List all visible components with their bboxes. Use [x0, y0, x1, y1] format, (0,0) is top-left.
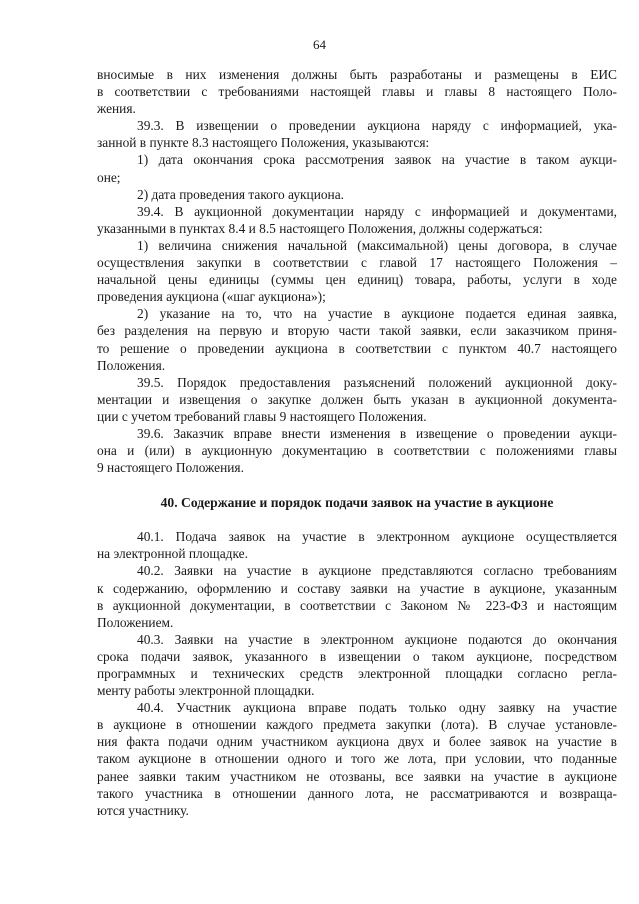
- section-39-paragraph: [97, 117, 617, 151]
- section-39-paragraph: [97, 237, 617, 305]
- text-line: на электронной площадке.: [97, 546, 248, 562]
- section-40-heading: 40. Содержание и порядок подачи заявок на участие в аукционе: [160, 495, 554, 511]
- section-39-paragraph: [97, 66, 617, 117]
- text-line: в аукционе в отношении каждого предмета закупки (лота). В случае установле-: [97, 717, 617, 733]
- text-line: ции с учетом требований главы 9 настоящего Положения.: [97, 408, 427, 424]
- text-line: ментации и извещения о закупке должен быть указан в аукционной документа-: [97, 391, 617, 407]
- text-line: начальной цены единицы (суммы цен единиц) товара, работы, услуги в ходе: [97, 272, 617, 288]
- section-40-paragraph: [97, 699, 617, 819]
- text-line: 40.3. Заявки на участие в электронном аукционе подаются до окончания: [137, 631, 617, 647]
- text-line: то решение о проведении аукциона в соответствии с пунктом 40.7 настоящего: [97, 340, 617, 356]
- text-line: Положения.: [97, 357, 166, 373]
- text-line: ются участнику.: [97, 802, 189, 818]
- section-40-body: [97, 528, 617, 819]
- document-body: [97, 66, 617, 819]
- section-39-paragraph: [97, 305, 617, 373]
- text-line: 39.6. Заказчик вправе внести изменения в извещение о проведении аукци-: [137, 425, 617, 441]
- text-line: 1) величина снижения начальной (максимальной) цены договора, в случае: [137, 237, 617, 253]
- text-line: проведения аукциона («шаг аукциона»);: [97, 289, 326, 305]
- text-line: без разделения на первую и вторую части такой заявки, если заказчиком приня-: [97, 323, 617, 339]
- text-line: такого участника в отношении данного лота, не рассматриваются и возвраща-: [97, 785, 617, 801]
- text-line: 39.5. Порядок предоставления разъяснений положений аукционной доку-: [137, 374, 617, 390]
- text-line: занной в пункте 8.3 настоящего Положения, указываются:: [97, 135, 430, 151]
- text-line: ранее заявки таким участником не отозваны, все заявки на участие в аукционе: [97, 768, 617, 784]
- text-line: срока подачи заявок, указанного в извещении о таком аукционе, посредством: [97, 648, 617, 664]
- section-40-paragraph: [97, 562, 617, 630]
- text-line: оне;: [97, 169, 121, 185]
- text-line: 40.4. Участник аукциона вправе подать только одну заявку на участие: [137, 700, 617, 716]
- text-line: Положением.: [97, 614, 174, 630]
- text-line: 2) дата проведения такого аукциона.: [137, 186, 345, 202]
- text-line: 1) дата окончания срока рассмотрения заявок на участие в таком аукци-: [137, 152, 617, 168]
- text-line: она и (или) в аукционную документацию в соответствии с положениями главы: [97, 443, 617, 459]
- section-39-continuation: [97, 66, 617, 476]
- text-line: вносимые в них изменения должны быть разработаны и размещены в ЕИС: [97, 67, 617, 82]
- text-line: жения.: [97, 101, 136, 117]
- text-line: программных и технических средств электронной площадки согласно регла-: [97, 666, 617, 681]
- text-line: 2) указание на то, что на участие в аукционе подается единая заявка,: [137, 306, 617, 322]
- section-39-paragraph: [97, 151, 617, 185]
- text-line: ния факта подачи одним участником аукциона двух и более заявок на участие в: [97, 734, 617, 750]
- text-line: таком аукционе в отношении одного и того же лота, при условии, что поданные: [97, 751, 617, 767]
- text-line: менту работы электронной площадки.: [97, 683, 315, 699]
- section-39-paragraph: [97, 374, 617, 425]
- text-line: 39.4. В аукционной документации наряду с информацией и документами,: [137, 203, 617, 219]
- text-line: 39.3. В извещении о проведении аукциона наряду с информацией, ука-: [137, 118, 617, 134]
- text-line: в аукционной документации, в соответствии с Законом № 223-ФЗ и настоящим: [97, 597, 617, 613]
- text-line: в соответствии с требованиями настоящей главы и главы 8 настоящего Поло-: [97, 84, 617, 100]
- page-number: 64: [313, 37, 326, 52]
- section-39-paragraph: [97, 425, 617, 476]
- text-line: 40.2. Заявки на участие в аукционе представляются согласно требованиям: [137, 563, 617, 579]
- text-line: 40.1. Подача заявок на участие в электронном аукционе осуществляется: [137, 529, 617, 545]
- section-40-paragraph: [97, 631, 617, 699]
- text-line: к содержанию, оформлению и составу заявки на участие в аукционе, указанным: [97, 580, 617, 596]
- section-39-paragraph: [97, 186, 617, 203]
- text-line: 9 настоящего Положения.: [97, 460, 244, 476]
- text-line: указанными в пунктах 8.4 и 8.5 настоящего Положения, должны содержаться:: [97, 220, 543, 236]
- text-line: осуществления закупки в соответствии с главой 17 настоящего Положения –: [97, 255, 617, 271]
- section-40-paragraph: [97, 528, 617, 562]
- section-39-paragraph: [97, 203, 617, 237]
